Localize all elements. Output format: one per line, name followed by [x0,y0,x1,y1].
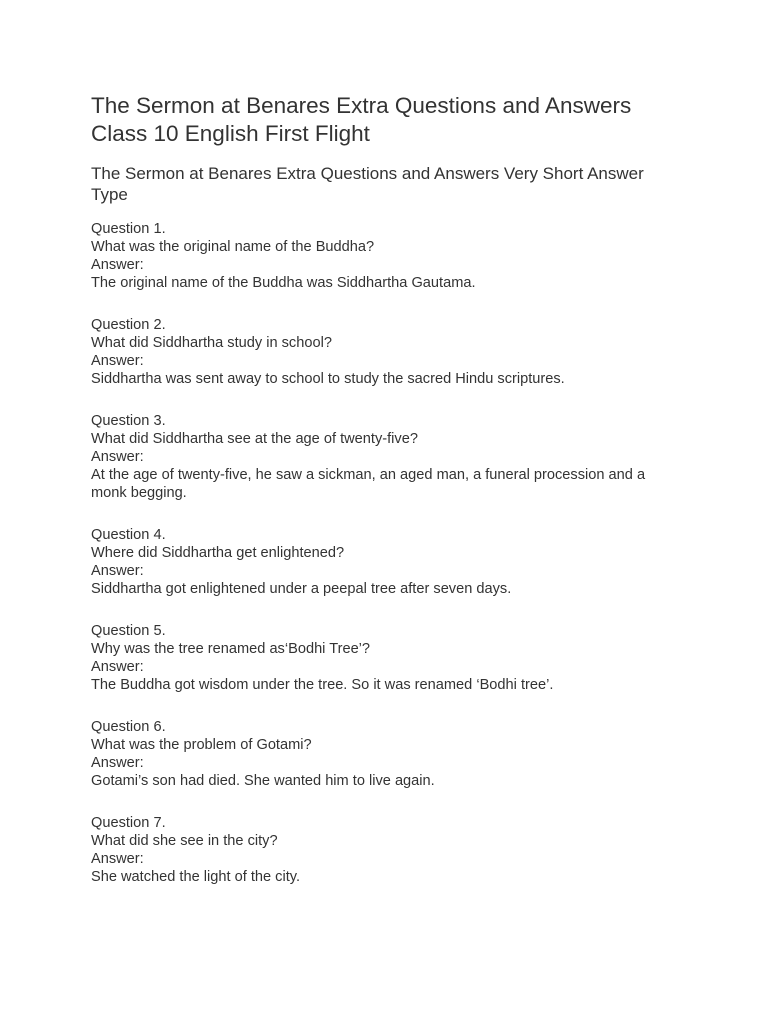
qa-item-5 [91,622,681,694]
question-label: Question 1. [91,221,166,237]
question-label: Question 3. [91,413,166,429]
answer-label: Answer: [91,257,144,273]
answer-label: Answer: [91,563,144,579]
qa-item-2 [91,316,681,388]
answer-text: The Buddha got wisdom under the tree. So it was renamed ‘Bodhi tree’. [91,677,554,693]
qa-item-1 [91,220,681,292]
question-label: Question 2. [91,317,166,333]
question-label: Question 6. [91,719,166,735]
qa-item-7 [91,814,681,886]
answer-label: Answer: [91,659,144,675]
question-text: Where did Siddhartha get enlightened? [91,545,345,561]
answer-label: Answer: [91,353,144,369]
question-text: What did she see in the city? [91,833,278,849]
qa-item-4 [91,526,681,598]
qa-list [91,220,681,886]
question-text: What did Siddhartha study in school? [91,335,332,351]
document-page [91,92,681,910]
question-label: Question 4. [91,527,166,543]
answer-text: She watched the light of the city. [91,869,301,885]
question-text: What did Siddhartha see at the age of twenty-five? [91,431,418,447]
question-label: Question 7. [91,815,166,831]
answer-label: Answer: [91,449,144,465]
question-label: Question 5. [91,623,166,639]
answer-label: Answer: [91,755,144,771]
qa-item-3 [91,412,681,502]
section-heading: The Sermon at Benares Extra Questions and Answers Very Short Answer Type [91,164,644,204]
question-text: What was the original name of the Buddha? [91,239,375,255]
answer-text: Siddhartha was sent away to school to study the sacred Hindu scriptures. [91,371,565,387]
question-text: Why was the tree renamed as‘Bodhi Tree’? [91,641,371,657]
answer-text: At the age of twenty-five, he saw a sickman, an aged man, a funeral procession and a monk begging. [91,467,646,501]
answer-text: The original name of the Buddha was Siddhartha Gautama. [91,275,476,291]
answer-text: Siddhartha got enlightened under a peepal tree after seven days. [91,581,512,597]
answer-text: Gotami’s son had died. She wanted him to live again. [91,773,435,789]
answer-label: Answer: [91,851,144,867]
document-title: The Sermon at Benares Extra Questions and Answers Class 10 English First Flight [91,93,632,146]
qa-item-6 [91,718,681,790]
question-text: What was the problem of Gotami? [91,737,312,753]
